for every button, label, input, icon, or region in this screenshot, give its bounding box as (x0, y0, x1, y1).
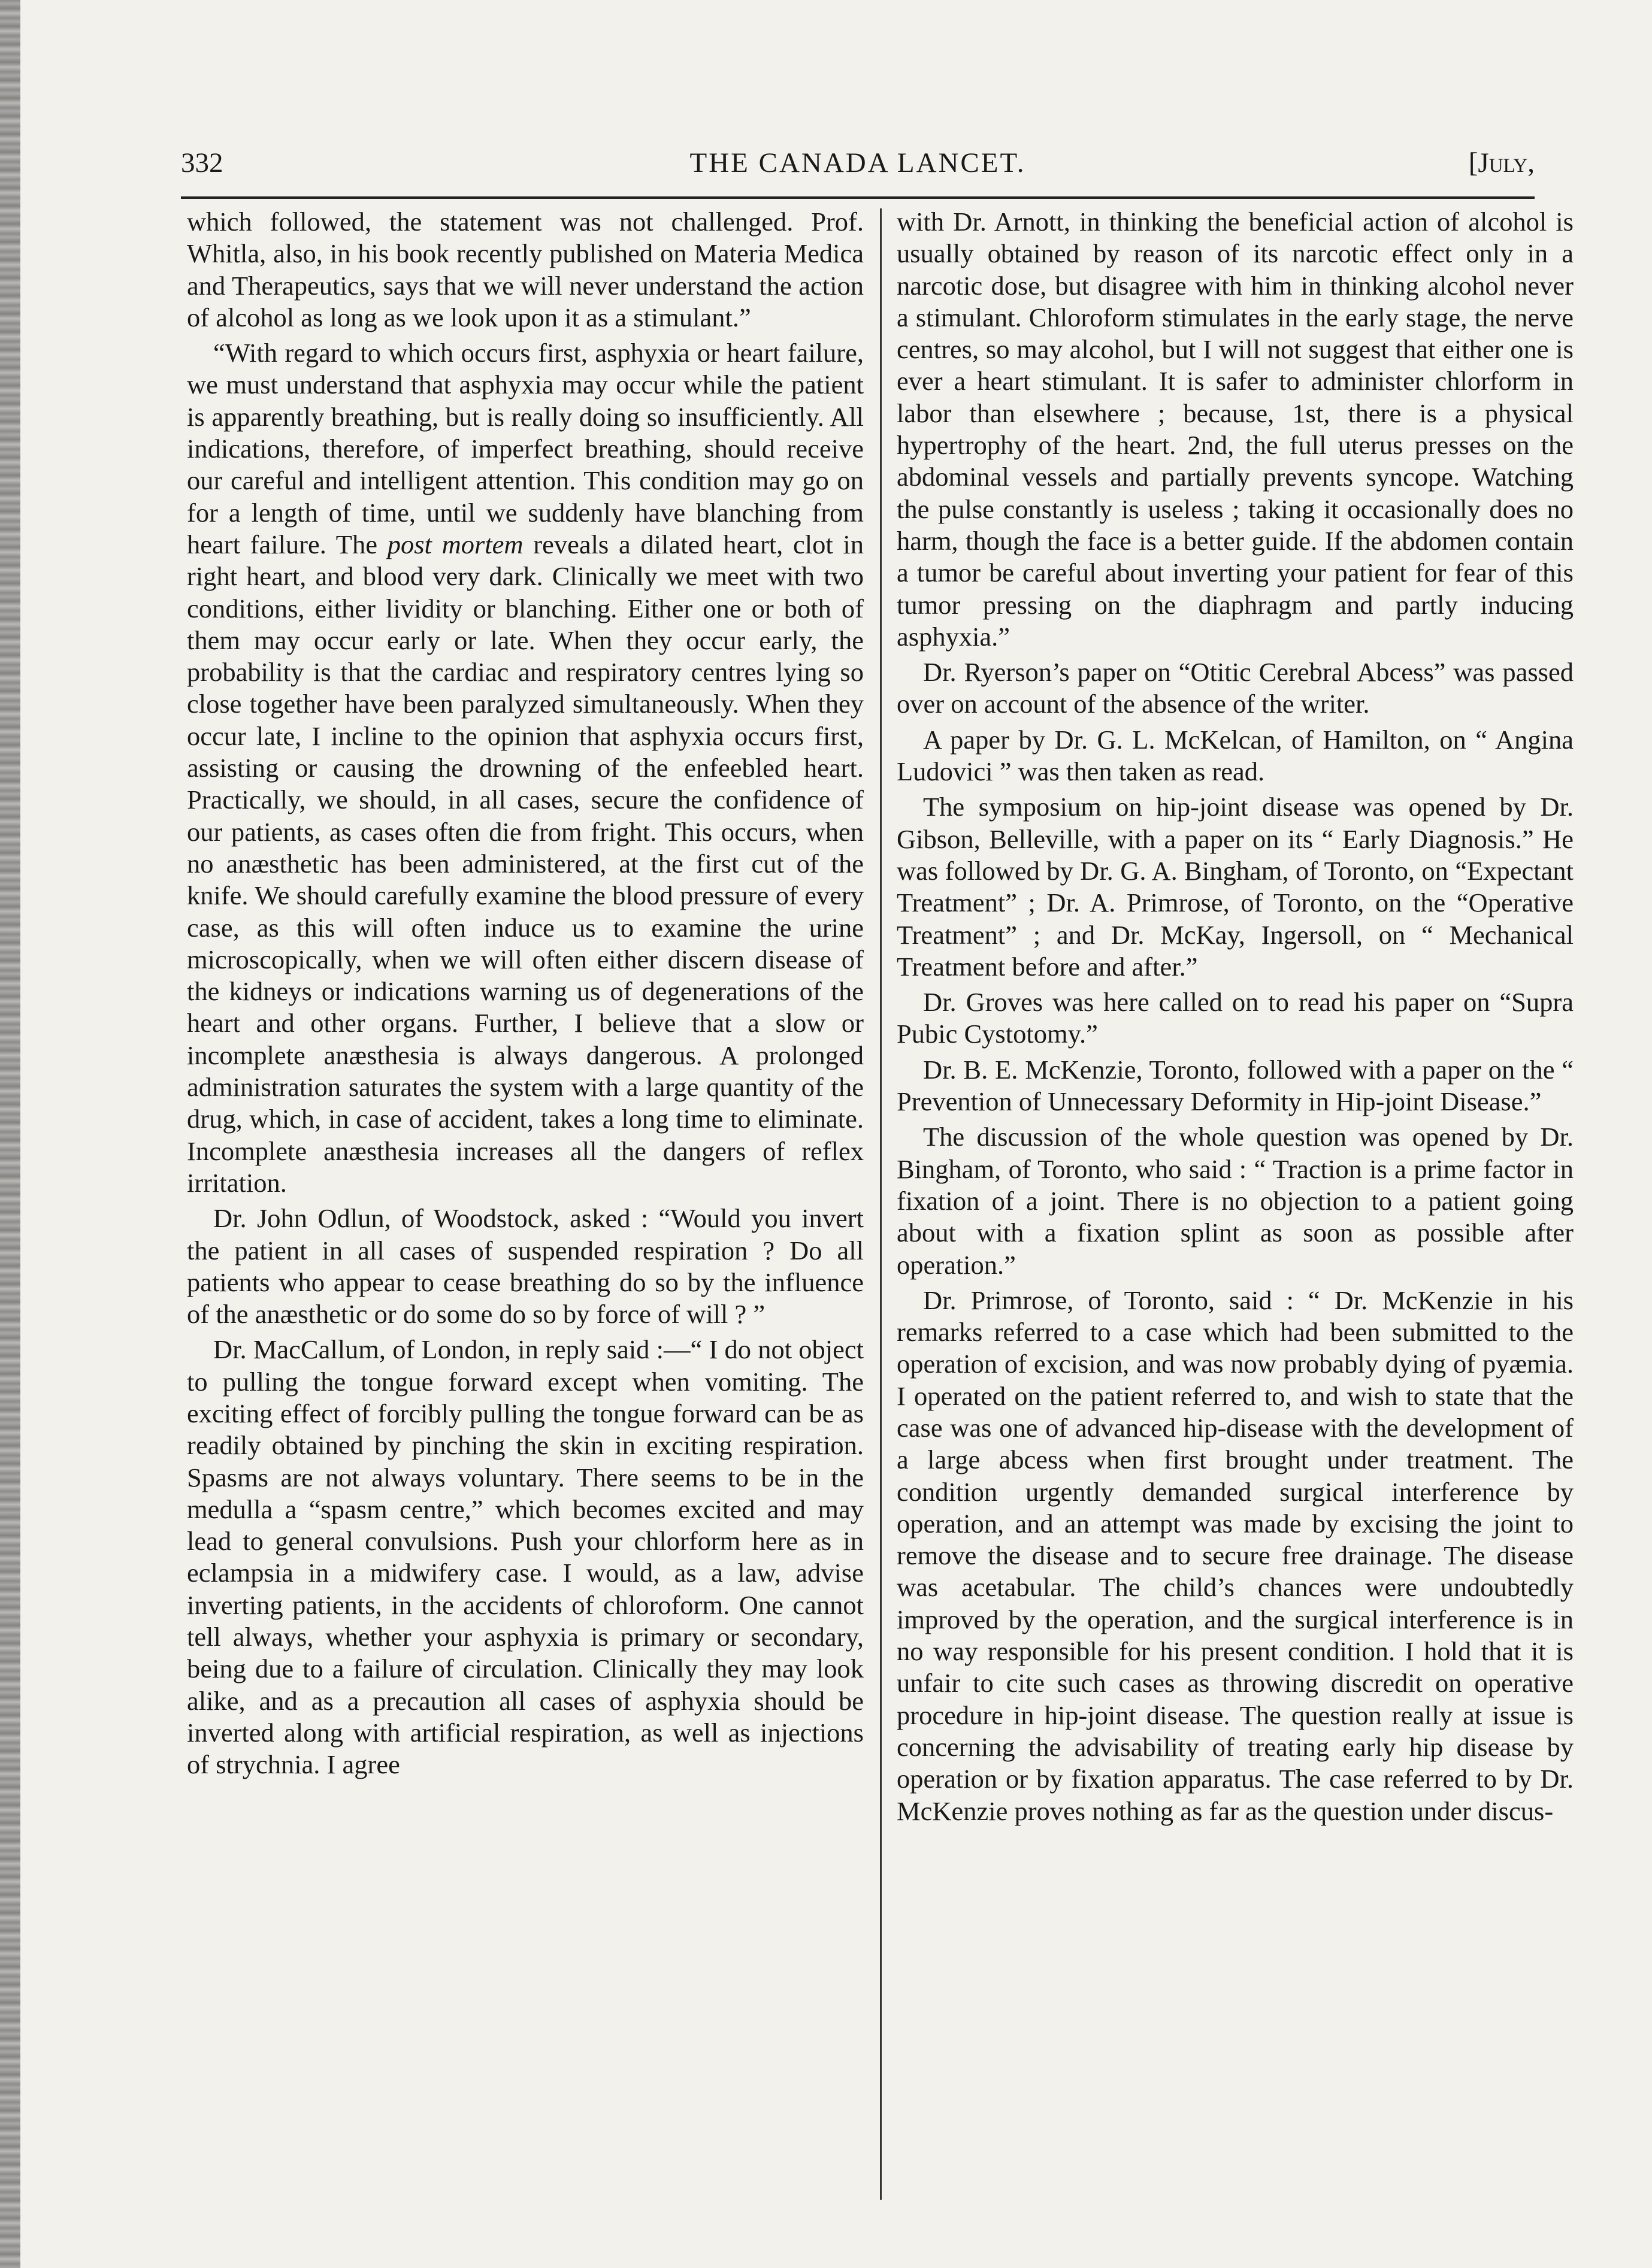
issue-month: [July, (1468, 147, 1535, 178)
page-binding-edge (0, 0, 20, 2268)
journal-title: THE CANADA LANCET. (689, 147, 1026, 178)
italic-term: post mortem (387, 529, 524, 559)
paragraph-text: reveals a dilated heart, clot in right heart, and blood very dark. Clinically we meet with two conditions, either lividity or blanching. Either one or both of them may occur early or late. When they occur early, the probability is that the cardiac and respiratory centres lying so close together have been paralyzed simultaneously. When they occur late, I incline to the opinion that asphyxia occurs first, assisting or causing the drowning of the enfeebled heart. Practically, we should, in all cases, secure the confidence of our patients, as cases often die from fright. This occurs, when no anæsthetic has been administered, at the first cut of the knife. We should carefully examine the blood pressure of every case, as this will often induce us to examine the urine microscopically, when we will often either discern disease of the kidneys or indications warning us of degenerations of the heart and other organs. Further, I believe that a slow or incomplete anæsthesia is always dangerous. A prolonged administration saturates the system with a large quantity of the drug, which, in case of accident, takes a long time to eliminate. Incomplete anæsthesia increases all the dangers of reflex irritation. (187, 529, 864, 1198)
paragraph: with Dr. Arnott, in thinking the beneficial action of alcohol is usually obtained by reason of its narcotic effect only in a narcotic dose, but disagree with him in thinking alcohol never a stimulant. Chloroform stimulates in the early stage, the nerve centres, so may alcohol, but I will not suggest that either one is ever a heart stimulant. It is safer to administer chlorform in labor than elsewhere ; because, 1st, there is a physical hypertrophy of the heart. 2nd, the full uterus presses on the abdominal vessels and partially prevents syncope. Watching the pulse constantly is useless ; taking it occasionally does no harm, though the face is a better guide. If the abdomen contain a tumor be careful about inverting your patient for fear of this tumor pressing on the diaphragm and partly inducing asphyxia.” (897, 207, 1574, 652)
paragraph: Dr. John Odlun, of Woodstock, asked : “Would you invert the patient in all cases of suspended respiration ? Do all patients who appear to cease breathing do so by the influence of the anæsthetic or do some do so by force of will ? ” (187, 1203, 864, 1330)
paragraph: Dr. MacCallum, of London, in reply said :—“ I do not object to pulling the tongue forward except when vomiting. The exciting effect of forcibly pulling the tongue forward can be as readily obtained by pinching the skin in exciting respiration. Spasms are not always voluntary. There seems to be in the medulla a “spasm centre,” which becomes excited and may lead to general convulsions. Push your chlorform here as in eclampsia in a midwifery case. I would, as a law, advise inverting patients, in the accidents of chloroform. One cannot tell always, whether your asphyxia is primary or secondary, being due to a failure of circulation. Clinically they may look alike, and as a precaution all cases of asphyxia should be inverted along with artificial respiration, as well as injections of strychnia. I agree (187, 1334, 864, 1780)
paragraph: Dr. Ryerson’s paper on “Otitic Cerebral Abcess” was passed over on account of the absence of the writer. (897, 657, 1574, 719)
paragraph: The discussion of the whole question was opened by Dr. Bingham, of Toronto, who said : “ Traction is a prime factor in fixation of a joint. There is no objection to a patient going about with a fixation splint as soon as possible after operation.” (897, 1122, 1574, 1280)
paragraph: Dr. Primrose, of Toronto, said : “ Dr. McKenzie in his remarks referred to a case which had been submitted to the operation of excision, and was now probably dying of pyæmia. I operated on the patient referred to, and wish to state that the case was one of advanced hip-disease with the development of a large abcess when first brought under treatment. The condition urgently demanded surgical interference by operation, and an attempt was made by excising the joint to remove the disease and to secure free drainage. The disease was acetabular. The child’s chances were undoubtedly improved by the operation, and the surgical interference is in no way responsible for his present condition. I hold that it is unfair to cite such cases as throwing discredit on operative procedure in hip-joint disease. The question really at issue is concerning the advisability of treating early hip disease by operation or by fixation apparatus. The case referred to by Dr. McKenzie proves nothing as far as the question under discus- (897, 1285, 1574, 1826)
paragraph: Dr. B. E. McKenzie, Toronto, followed with a paper on the “ Prevention of Unnecessary Deformity in Hip-joint Disease.” (897, 1054, 1574, 1117)
running-header (181, 147, 1535, 190)
paragraph: The symposium on hip-joint disease was opened by Dr. Gibson, Belleville, with a paper on its “ Early Diagnosis.” He was followed by Dr. G. A. Bingham, of Toronto, on “Expectant Treatment” ; Dr. A. Primrose, of Toronto, on the “Operative Treatment” ; and Dr. McKay, Ingersoll, on “ Mechanical Treatment before and after.” (897, 792, 1574, 982)
paragraph: which followed, the statement was not challenged. Prof. Whitla, also, in his book recently published on Materia Medica and Therapeutics, says that we will never understand the action of alcohol as long as we look upon it as a stimulant.” (187, 207, 864, 332)
page-number: 332 (181, 147, 223, 178)
paragraph-text: “With regard to which occurs first, asphyxia or heart failure, we must understand that asphyxia may occur while the patient is apparently breathing, but is really doing so insufficiently. All indications, therefore, of imperfect breathing, should receive our careful and intelligent attention. This condition may go on for a length of time, until we suddenly have blanching from heart failure. The (187, 338, 864, 559)
paragraph: A paper by Dr. G. L. McKelcan, of Hamilton, on “ Angina Ludovici ” was then taken as read. (897, 724, 1574, 787)
column-divider (880, 208, 882, 2200)
header-rule (181, 196, 1535, 199)
right-column (897, 206, 1574, 2200)
paragraph: Dr. Groves was here called on to read his paper on “Supra Pubic Cystotomy.” (897, 987, 1574, 1049)
left-column (187, 206, 864, 2200)
paragraph (187, 337, 864, 1199)
